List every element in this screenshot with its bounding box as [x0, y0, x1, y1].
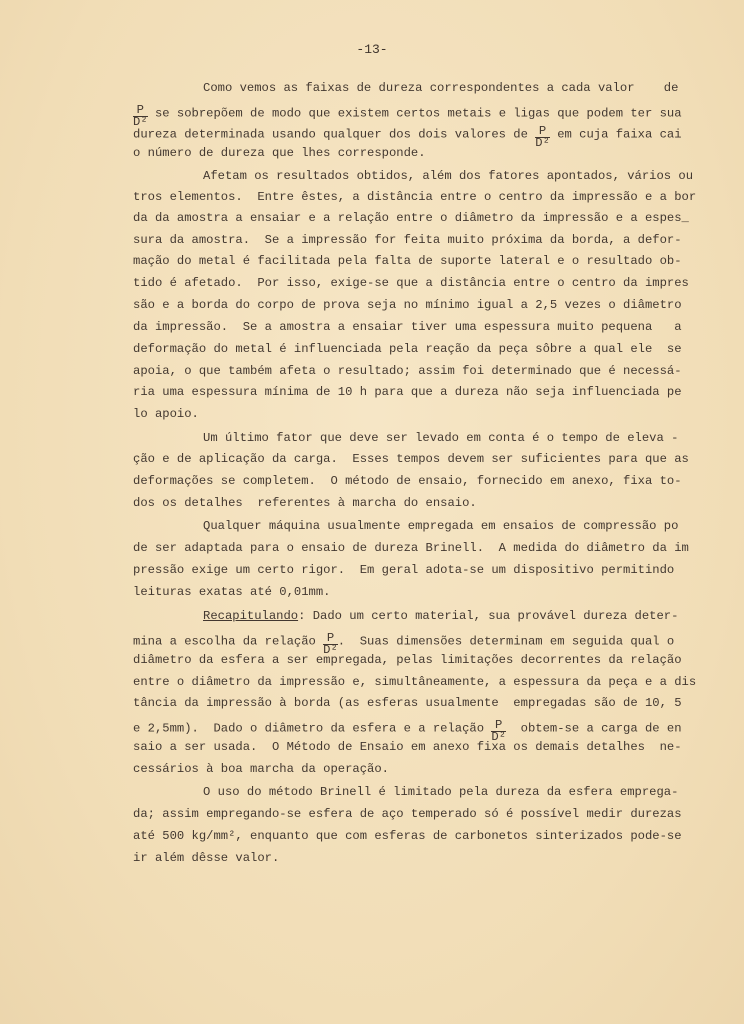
text-line: [133, 695, 682, 711]
text-line: [133, 253, 682, 269]
text-segment: sura da amostra. Se a impressão for feita muito próxima da borda, a defor-: [133, 233, 682, 247]
text-segment: se sobrepõem de modo que existem certos metais e ligas que podem ter sua: [147, 106, 682, 121]
text-line: [203, 168, 693, 184]
text-line: [133, 297, 682, 313]
text-segment: deformação do metal é influenciada pela reação da peça sôbre a qual ele se: [133, 342, 682, 356]
text-segment: da da amostra a ensaiar e a relação entre o diâmetro da impressão e a espes_: [133, 211, 689, 225]
text-segment: lo apoio.: [133, 407, 199, 421]
text-line: [133, 739, 682, 755]
text-segment: dureza determinada usando qualquer dos dois valores de: [133, 127, 536, 142]
text-line: [133, 584, 330, 600]
text-line: [133, 652, 682, 668]
fraction-denominator: D²: [535, 136, 550, 150]
text-line: [133, 406, 199, 422]
text-segment: leituras exatas até 0,01mm.: [133, 585, 331, 599]
text-segment: ir além dêsse valor.: [133, 851, 280, 865]
text-line: [203, 518, 678, 534]
text-segment: tros elementos. Entre êstes, a distância entre o centro da impressão e a bor: [133, 190, 697, 204]
underlined-heading: Recapitulando: [203, 609, 299, 623]
text-segment: e 2,5mm). Dado o diâmetro da esfera e a relação: [133, 721, 492, 736]
text-segment: Como vemos as faixas de dureza correspondentes a cada valor de: [203, 81, 679, 95]
text-line: [133, 275, 689, 291]
text-segment: mina a escolha da relação: [133, 634, 324, 649]
text-line: [133, 189, 696, 205]
text-segment: pressão exige um certo rigor. Em geral adota-se um dispositivo permitindo: [133, 563, 675, 577]
text-segment: entre o diâmetro da impressão e, simultâneamente, a espessura da peça e a dis: [133, 675, 697, 689]
text-line: [133, 145, 426, 161]
text-line: [133, 717, 682, 744]
text-line: [133, 495, 477, 511]
text-line: [133, 341, 682, 357]
text-segment: : Dado um certo material, sua provável dureza deter-: [298, 609, 679, 623]
text-segment: tido é afetado. Por isso, exige-se que a distância entre o centro da impres: [133, 276, 689, 290]
text-line: [133, 210, 689, 226]
text-line: [133, 540, 689, 556]
text-line: [133, 102, 682, 129]
text-segment: de ser adaptada para o ensaio de dureza Brinell. A medida do diâmetro da im: [133, 541, 689, 555]
text-segment: ria uma espessura mínima de 10 h para que a dureza não seja influenciada pe: [133, 385, 682, 399]
text-line: [133, 562, 674, 578]
text-line: [133, 232, 682, 248]
text-line: [203, 430, 678, 446]
fraction-numerator: P: [535, 126, 550, 138]
text-segment: deformações se completem. O método de ensaio, fornecido em anexo, fixa to-: [133, 474, 682, 488]
fraction-p-over-d-squared: [535, 126, 550, 149]
text-segment: tância da impressão à borda (as esferas usualmente empregadas são de 10, 5: [133, 696, 682, 710]
text-segment: são e a borda do corpo de prova seja no mínimo igual a 2,5 vezes o diâmetro: [133, 298, 682, 312]
text-line: [133, 674, 696, 690]
text-segment: em cuja faixa cai: [549, 127, 682, 142]
text-segment: Afetam os resultados obtidos, além dos fatores apontados, vários ou: [203, 169, 694, 183]
fraction-denominator: D²: [133, 115, 148, 129]
fraction-numerator: P: [323, 633, 338, 645]
text-line: [133, 123, 682, 150]
fraction-numerator: P: [491, 720, 506, 732]
text-line: [133, 363, 682, 379]
text-segment: dos os detalhes referentes à marcha do ensaio.: [133, 496, 477, 510]
text-line: [133, 850, 279, 866]
text-line: [133, 384, 682, 400]
text-line: [133, 473, 682, 489]
text-segment: mação do metal é facilitada pela falta de suporte lateral e o resultado ob-: [133, 254, 682, 268]
text-line: [133, 451, 689, 467]
text-line: [133, 319, 682, 335]
text-line: [203, 608, 678, 624]
text-line: [133, 630, 675, 657]
text-segment: Um último fator que deve ser levado em conta é o tempo de eleva -: [203, 431, 679, 445]
fraction-numerator: P: [133, 105, 148, 117]
text-segment: ção e de aplicação da carga. Esses tempos devem ser suficientes para que as: [133, 452, 689, 466]
text-segment: . Suas dimensões determinam em seguida qual o: [337, 634, 675, 649]
text-line: [203, 784, 678, 800]
text-line: [133, 806, 682, 822]
text-segment: da; assim empregando-se esfera de aço temperado só é possível medir durezas: [133, 807, 682, 821]
text-segment: diâmetro da esfera a ser empregada, pelas limitações decorrentes da relação: [133, 653, 682, 667]
text-line: [133, 761, 389, 777]
text-segment: cessários à boa marcha da operação.: [133, 762, 389, 776]
fraction-denominator: D²: [491, 730, 507, 744]
fraction-denominator: D²: [323, 643, 338, 657]
text-segment: obtem-se a carga de en: [506, 721, 682, 736]
page-number: -13-: [356, 42, 388, 57]
text-segment: Qualquer máquina usualmente empregada em ensaios de compressão po: [203, 519, 679, 533]
text-segment: apoia, o que também afeta o resultado; assim foi determinado que é necessá-: [133, 364, 682, 378]
text-segment: o número de dureza que lhes corresponde.: [133, 146, 426, 160]
text-line: [133, 828, 682, 844]
text-segment: saio a ser usada. O Método de Ensaio em anexo fixa os demais detalhes ne-: [133, 740, 682, 754]
text-line: [203, 80, 678, 96]
text-segment: da impressão. Se a amostra a ensaiar tiver uma espessura muito pequena a: [133, 320, 682, 334]
text-segment: O uso do método Brinell é limitado pela dureza da esfera emprega-: [203, 785, 679, 799]
text-segment: até 500 kg/mm², enquanto que com esferas de carbonetos sinterizados pode-se: [133, 829, 682, 843]
